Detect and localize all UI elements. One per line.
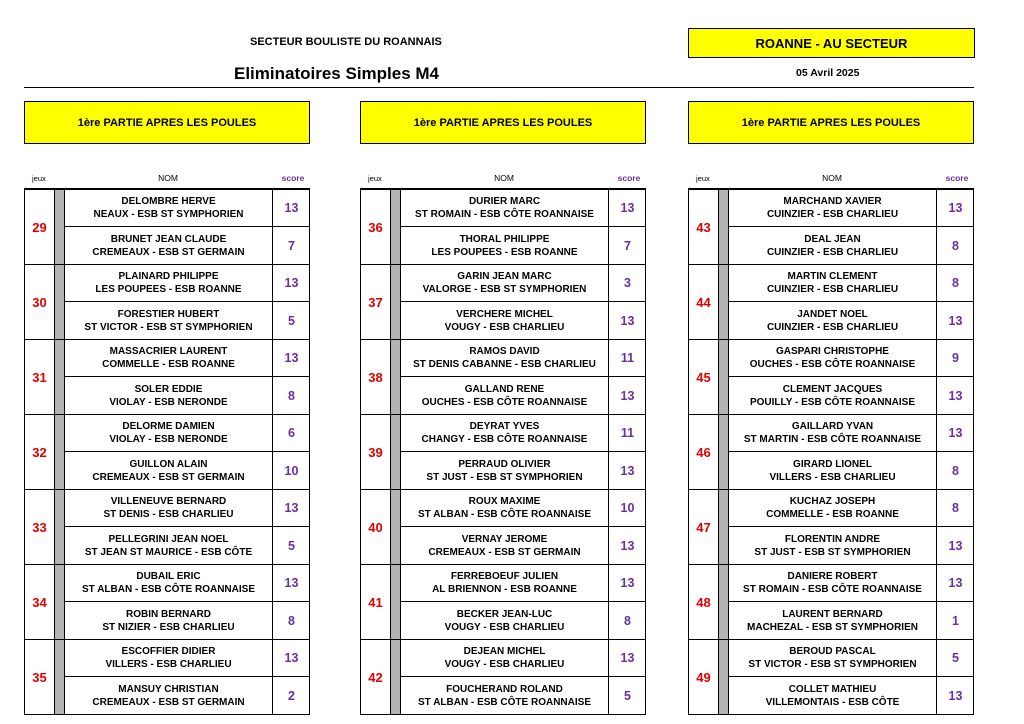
- player-name: GARIN JEAN MARC: [457, 271, 552, 282]
- player-cell: [65, 565, 273, 602]
- game-number: 48: [689, 565, 719, 639]
- player-name: DANIERE ROBERT: [787, 571, 878, 582]
- player-cell: [729, 340, 937, 377]
- player-club: ST MARTIN - ESB CÔTE ROANNAISE: [743, 434, 922, 445]
- player-club: ST NIZIER - ESB CHARLIEU: [102, 621, 235, 633]
- player-club: MACHEZAL - ESB ST SYMPHORIEN: [747, 621, 918, 633]
- player-cell: [65, 227, 273, 264]
- row-separator: [55, 265, 65, 339]
- player-score: 13: [273, 265, 310, 302]
- player-score: 3: [609, 265, 646, 302]
- player-cell: [401, 190, 609, 227]
- player-score: 13: [948, 388, 963, 403]
- player-name: VERNAY JEROME: [461, 533, 548, 545]
- player-club: ST ROMAIN - ESB CÔTE ROANNAISE: [415, 209, 594, 220]
- player-score: 13: [948, 538, 963, 553]
- player-club: VIOLAY - ESB NERONDE: [109, 434, 228, 445]
- player-club: CREMEAUX - ESB ST GERMAIN: [428, 546, 581, 558]
- player-score: 8: [288, 613, 295, 628]
- player-club: OUCHES - ESB CÔTE ROANNAISE: [421, 396, 588, 408]
- phase-banner: 1ère PARTIE APRES LES POULES: [360, 101, 646, 144]
- player-name: MASSACRIER LAURENT: [109, 346, 228, 357]
- player-club: AL BRIENNON - ESB ROANNE: [432, 584, 577, 595]
- player-name: JANDET NOEL: [797, 308, 868, 320]
- player-score: 13: [609, 565, 646, 602]
- player-name: KUCHAZ JOSEPH: [789, 496, 876, 507]
- player-cell: [729, 190, 937, 227]
- phase-banner: 1ère PARTIE APRES LES POULES: [24, 101, 310, 144]
- player-name: MANSUY CHRISTIAN: [118, 683, 219, 695]
- table-header: [24, 168, 310, 188]
- player-score: 8: [937, 265, 974, 302]
- player-name: ROBIN BERNARD: [126, 608, 211, 620]
- player-score: 8: [937, 490, 974, 527]
- row-separator: [391, 340, 401, 414]
- player-cell: [401, 415, 609, 452]
- game-number: 34: [25, 565, 55, 639]
- game-number: 41: [361, 565, 391, 639]
- player-cell: [729, 490, 937, 527]
- player-club: CUINZIER - ESB CHARLIEU: [766, 284, 899, 295]
- player-club: VILLERS - ESB CHARLIEU: [105, 659, 232, 670]
- player-club: CUINZIER - ESB CHARLIEU: [766, 321, 899, 333]
- game-number: 44: [689, 265, 719, 339]
- player-name: DUBAIL ERIC: [136, 571, 201, 582]
- column-header-jeux: jeux: [368, 174, 382, 183]
- player-name: GASPARI CHRISTOPHE: [776, 346, 889, 357]
- player-cell: [729, 377, 937, 414]
- player-score: 13: [273, 565, 310, 602]
- match-list: [360, 188, 646, 715]
- player-club: ST JUST - ESB ST SYMPHORIEN: [426, 471, 583, 483]
- player-score: 13: [620, 388, 635, 403]
- player-club: ST ALBAN - ESB CÔTE ROANNAISE: [82, 584, 255, 595]
- player-club: VILLERS - ESB CHARLIEU: [769, 471, 896, 483]
- row-separator: [719, 190, 729, 264]
- game-number: 37: [361, 265, 391, 339]
- match-block: [688, 189, 974, 265]
- player-name: PELLEGRINI JEAN NOEL: [108, 533, 229, 545]
- player-name: BEROUD PASCAL: [789, 646, 876, 657]
- player-name: GUILLON ALAIN: [129, 458, 208, 470]
- player-club: ST DENIS CABANNE - ESB CHARLIEU: [413, 359, 596, 370]
- player-club: VOUGY - ESB CHARLIEU: [444, 321, 565, 333]
- player-name: FORESTIER HUBERT: [117, 308, 220, 320]
- match-block: [688, 265, 974, 340]
- player-club: CHANGY - ESB CÔTE ROANNAISE: [421, 434, 588, 445]
- match-block: [24, 189, 310, 265]
- player-score: 13: [273, 490, 310, 527]
- player-name: SOLER EDDIE: [134, 383, 203, 395]
- game-number: 45: [689, 340, 719, 414]
- phase-banner: 1ère PARTIE APRES LES POULES: [688, 101, 974, 144]
- player-cell: [729, 302, 937, 339]
- player-name: FOUCHERAND ROLAND: [446, 683, 563, 695]
- player-score: 8: [288, 388, 295, 403]
- player-club: OUCHES - ESB CÔTE ROANNAISE: [749, 359, 916, 370]
- player-club: CUINZIER - ESB CHARLIEU: [766, 246, 899, 258]
- player-score: 1: [952, 613, 959, 628]
- player-cell: [401, 227, 609, 264]
- column-header-jeux: jeux: [696, 174, 710, 183]
- player-score: 13: [937, 190, 974, 227]
- column-header-nom: NOM: [158, 173, 178, 183]
- match-block: [360, 490, 646, 565]
- player-name: THORAL PHILIPPE: [459, 233, 550, 245]
- player-cell: [65, 527, 273, 564]
- player-club: COMMELLE - ESB ROANNE: [102, 359, 235, 370]
- match-block: [360, 189, 646, 265]
- match-block: [688, 565, 974, 640]
- player-cell: [729, 227, 937, 264]
- bracket-column: [24, 101, 310, 715]
- row-separator: [391, 565, 401, 639]
- player-cell: [401, 490, 609, 527]
- player-club: COMMELLE - ESB ROANNE: [766, 509, 899, 520]
- player-cell: [65, 602, 273, 639]
- match-block: [24, 640, 310, 715]
- row-separator: [55, 190, 65, 264]
- player-club: VOUGY - ESB CHARLIEU: [444, 621, 565, 633]
- player-name: FLORENTIN ANDRE: [784, 533, 881, 545]
- venue-box: [688, 28, 975, 58]
- game-number: 29: [25, 190, 55, 264]
- player-score: 8: [624, 613, 631, 628]
- player-name: DELORME DAMIEN: [122, 421, 215, 432]
- player-name: FERREBOEUF JULIEN: [450, 571, 559, 582]
- bracket-column: [688, 101, 974, 715]
- player-score: 5: [288, 313, 295, 328]
- game-number: 38: [361, 340, 391, 414]
- player-score: 5: [288, 538, 295, 553]
- row-separator: [719, 415, 729, 489]
- player-score: 13: [937, 415, 974, 452]
- player-cell: [65, 190, 273, 227]
- player-name: LAURENT BERNARD: [782, 608, 883, 620]
- column-header-jeux: jeux: [32, 174, 46, 183]
- player-score: 13: [948, 313, 963, 328]
- player-name: ROUX MAXIME: [468, 496, 541, 507]
- row-separator: [391, 190, 401, 264]
- row-separator: [55, 565, 65, 639]
- player-cell: [65, 302, 273, 339]
- player-score: 7: [288, 238, 295, 253]
- player-name: DURIER MARC: [468, 196, 541, 207]
- player-cell: [729, 415, 937, 452]
- match-block: [24, 415, 310, 490]
- header-divider: [24, 87, 974, 88]
- player-club: ST JUST - ESB ST SYMPHORIEN: [754, 546, 911, 558]
- match-block: [688, 640, 974, 715]
- player-score: 11: [609, 415, 646, 452]
- player-name: GALLAND RENE: [464, 383, 545, 395]
- player-score: 13: [609, 190, 646, 227]
- player-name: MARCHAND XAVIER: [783, 196, 882, 207]
- match-block: [360, 640, 646, 715]
- player-score: 8: [952, 238, 959, 253]
- player-club: VILLEMONTAIS - ESB CÔTE: [765, 696, 900, 708]
- match-block: [24, 490, 310, 565]
- player-club: LES POUPEES - ESB ROANNE: [95, 284, 242, 295]
- player-score: 13: [937, 565, 974, 602]
- row-separator: [391, 490, 401, 564]
- row-separator: [391, 640, 401, 714]
- player-cell: [65, 340, 273, 377]
- row-separator: [719, 565, 729, 639]
- table-header: [688, 168, 974, 188]
- player-cell: [401, 640, 609, 677]
- player-name: VILLENEUVE BERNARD: [110, 496, 227, 507]
- player-club: CUINZIER - ESB CHARLIEU: [766, 209, 899, 220]
- player-cell: [65, 640, 273, 677]
- player-name: DEYRAT YVES: [469, 421, 540, 432]
- game-number: 36: [361, 190, 391, 264]
- player-name: DEJEAN MICHEL: [463, 646, 546, 657]
- event-date: 05 Avril 2025: [796, 67, 860, 79]
- player-score: 10: [609, 490, 646, 527]
- player-club: ST JEAN ST MAURICE - ESB CÔTE: [84, 546, 253, 558]
- match-block: [360, 340, 646, 415]
- game-number: 32: [25, 415, 55, 489]
- player-name: DELOMBRE HERVE: [121, 196, 216, 207]
- game-number: 31: [25, 340, 55, 414]
- row-separator: [55, 490, 65, 564]
- player-cell: [65, 677, 273, 714]
- player-club: VOUGY - ESB CHARLIEU: [444, 659, 565, 670]
- game-number: 30: [25, 265, 55, 339]
- player-cell: [401, 565, 609, 602]
- player-cell: [401, 302, 609, 339]
- game-number: 40: [361, 490, 391, 564]
- player-club: NEAUX - ESB ST SYMPHORIEN: [93, 209, 244, 220]
- player-name: DEAL JEAN: [804, 233, 861, 245]
- player-score: 7: [624, 238, 631, 253]
- player-club: ST ROMAIN - ESB CÔTE ROANNAISE: [743, 584, 922, 595]
- row-separator: [391, 265, 401, 339]
- bracket-column: [360, 101, 646, 715]
- player-name: PLAINARD PHILIPPE: [118, 271, 219, 282]
- player-cell: [729, 527, 937, 564]
- game-number: 33: [25, 490, 55, 564]
- player-score: 13: [273, 190, 310, 227]
- game-number: 43: [689, 190, 719, 264]
- player-club: POUILLY - ESB CÔTE ROANNAISE: [749, 396, 916, 408]
- player-score: 5: [624, 688, 631, 703]
- organization-name: SECTEUR BOULISTE DU ROANNAIS: [250, 36, 442, 48]
- player-score: 8: [952, 463, 959, 478]
- match-block: [24, 340, 310, 415]
- player-name: ESCOFFIER DIDIER: [121, 646, 216, 657]
- player-name: BRUNET JEAN CLAUDE: [110, 233, 227, 245]
- venue-label: ROANNE - AU SECTEUR: [755, 35, 908, 51]
- row-separator: [719, 490, 729, 564]
- match-block: [688, 415, 974, 490]
- player-club: ST VICTOR - ESB ST SYMPHORIEN: [748, 659, 917, 670]
- row-separator: [719, 640, 729, 714]
- column-header-nom: NOM: [822, 173, 842, 183]
- player-score: 2: [288, 688, 295, 703]
- player-cell: [729, 265, 937, 302]
- player-score: 13: [620, 313, 635, 328]
- game-number: 35: [25, 640, 55, 714]
- match-block: [24, 565, 310, 640]
- row-separator: [719, 340, 729, 414]
- match-block: [360, 415, 646, 490]
- player-name: GAILLARD YVAN: [791, 421, 874, 432]
- player-name: COLLET MATHIEU: [788, 683, 877, 695]
- player-cell: [729, 640, 937, 677]
- table-header: [360, 168, 646, 188]
- column-header-nom: NOM: [494, 173, 514, 183]
- player-club: CREMEAUX - ESB ST GERMAIN: [92, 246, 245, 258]
- player-score: 13: [620, 463, 635, 478]
- row-separator: [55, 640, 65, 714]
- player-cell: [729, 677, 937, 714]
- match-block: [688, 340, 974, 415]
- player-score: 13: [273, 340, 310, 377]
- player-cell: [401, 602, 609, 639]
- player-cell: [401, 452, 609, 489]
- game-number: 39: [361, 415, 391, 489]
- player-cell: [65, 415, 273, 452]
- column-header-score: score: [945, 173, 969, 183]
- column-header-score: score: [617, 173, 641, 183]
- match-list: [24, 188, 310, 715]
- game-number: 47: [689, 490, 719, 564]
- player-score: 13: [620, 538, 635, 553]
- match-list: [688, 188, 974, 715]
- player-club: VIOLAY - ESB NERONDE: [109, 396, 228, 408]
- player-club: ST DENIS - ESB CHARLIEU: [103, 509, 234, 520]
- player-name: RAMOS DAVID: [469, 346, 540, 357]
- player-cell: [65, 265, 273, 302]
- match-block: [24, 265, 310, 340]
- player-cell: [65, 377, 273, 414]
- row-separator: [55, 415, 65, 489]
- match-block: [360, 265, 646, 340]
- player-name: GIRARD LIONEL: [793, 458, 872, 470]
- player-club: VALORGE - ESB ST SYMPHORIEN: [422, 284, 587, 295]
- player-score: 13: [948, 688, 963, 703]
- player-club: CREMEAUX - ESB ST GERMAIN: [92, 696, 245, 708]
- player-name: VERCHERE MICHEL: [456, 308, 553, 320]
- page-title: Eliminatoires Simples M4: [234, 64, 440, 83]
- player-cell: [401, 527, 609, 564]
- row-separator: [391, 415, 401, 489]
- player-cell: [729, 602, 937, 639]
- player-score: 10: [284, 463, 299, 478]
- player-cell: [401, 265, 609, 302]
- player-club: ST ALBAN - ESB CÔTE ROANNAISE: [418, 696, 591, 708]
- player-score: 11: [609, 340, 646, 377]
- player-score: 6: [273, 415, 310, 452]
- player-club: ST VICTOR - ESB ST SYMPHORIEN: [84, 321, 253, 333]
- player-score: 13: [273, 640, 310, 677]
- game-number: 42: [361, 640, 391, 714]
- column-header-score: score: [281, 173, 305, 183]
- match-block: [688, 490, 974, 565]
- player-cell: [729, 452, 937, 489]
- player-cell: [401, 677, 609, 714]
- game-number: 49: [689, 640, 719, 714]
- player-score: 5: [937, 640, 974, 677]
- player-name: BECKER JEAN-LUC: [456, 608, 553, 620]
- player-cell: [65, 452, 273, 489]
- player-cell: [729, 565, 937, 602]
- game-number: 46: [689, 415, 719, 489]
- player-name: CLEMENT JACQUES: [782, 383, 883, 395]
- player-score: 13: [609, 640, 646, 677]
- row-separator: [719, 265, 729, 339]
- player-name: PERRAUD OLIVIER: [458, 458, 551, 470]
- player-cell: [401, 377, 609, 414]
- row-separator: [55, 340, 65, 414]
- player-club: ST ALBAN - ESB CÔTE ROANNAISE: [418, 509, 591, 520]
- player-cell: [65, 490, 273, 527]
- match-block: [360, 565, 646, 640]
- player-name: MARTIN CLEMENT: [787, 271, 878, 282]
- player-club: LES POUPEES - ESB ROANNE: [431, 246, 578, 258]
- player-score: 9: [937, 340, 974, 377]
- player-cell: [401, 340, 609, 377]
- player-club: CREMEAUX - ESB ST GERMAIN: [92, 471, 245, 483]
